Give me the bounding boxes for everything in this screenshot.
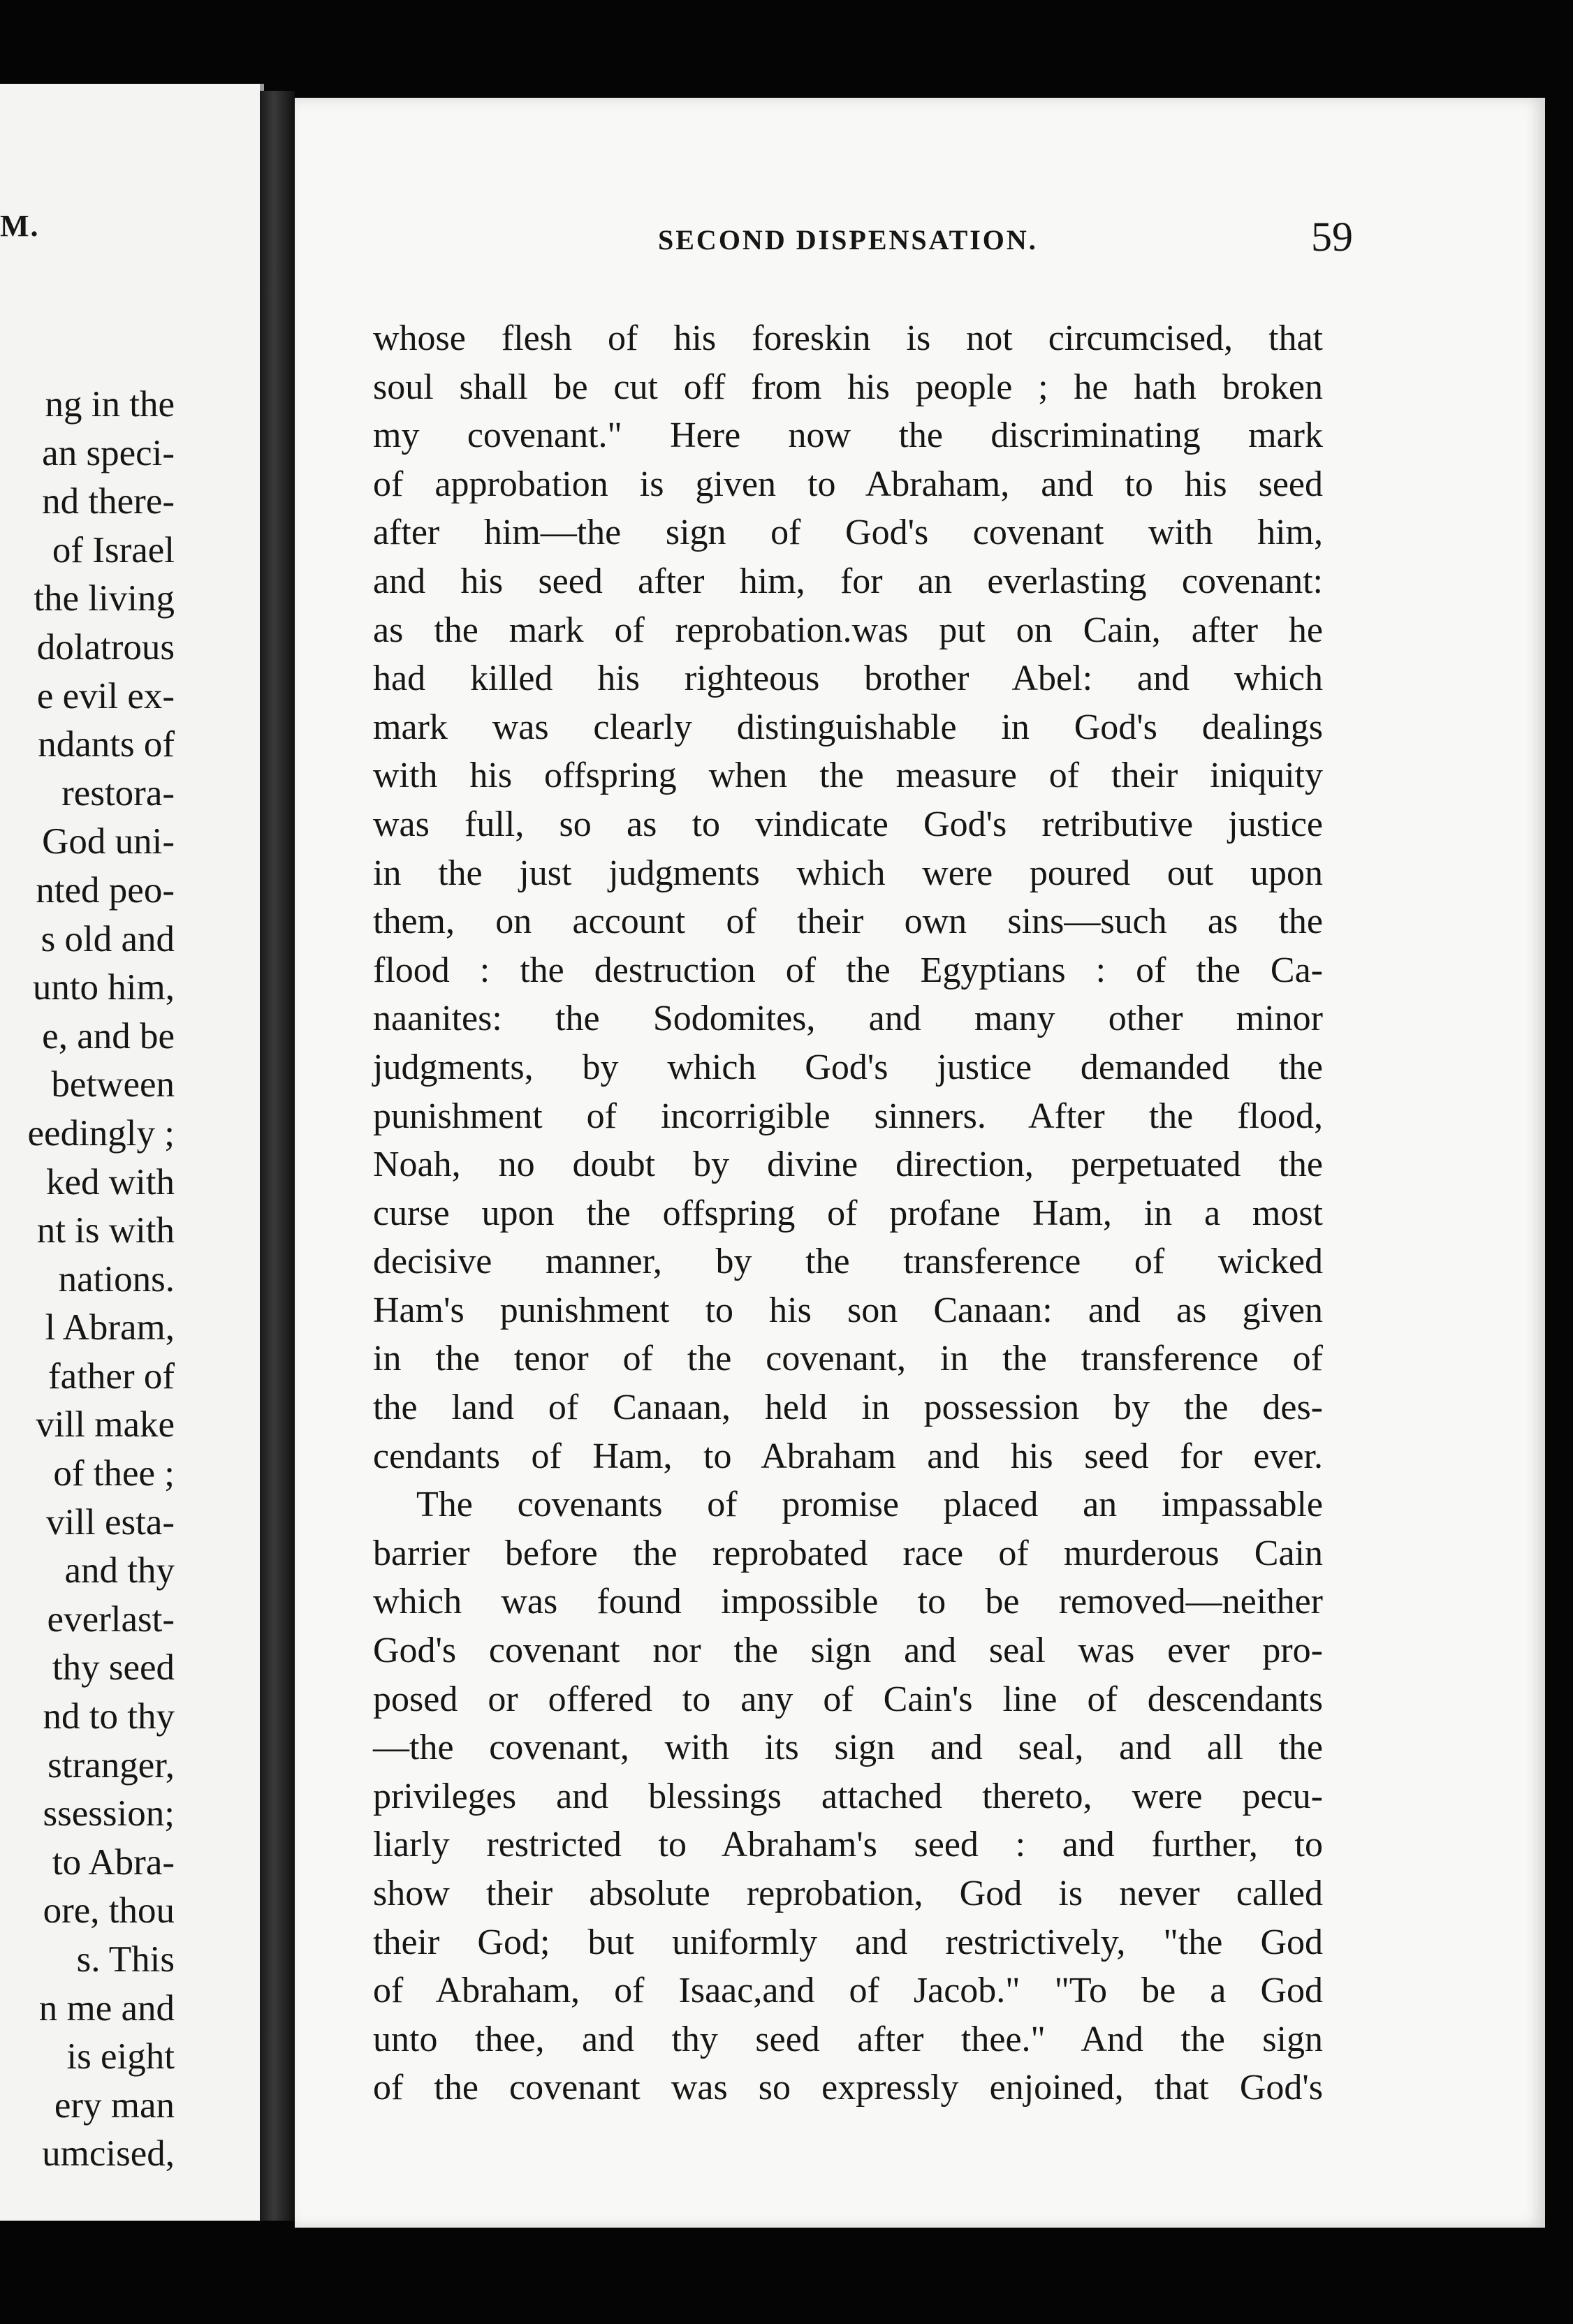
left-text-line: ndants of [38,724,175,765]
text-line: naanites: the Sodomites, and many other minor [373,999,1323,1039]
left-text-line: restora- [61,772,175,814]
page-number: 59 [1311,214,1353,260]
text-line: their God; but uniformly and restrictively, "the God [373,1922,1323,1962]
left-text-line: e evil ex- [36,675,175,716]
left-text-line: nd to thy [43,1696,175,1737]
text-line: was full, so as to vindicate God's retributive justice [373,804,1323,844]
left-text-line: vill esta- [46,1501,175,1543]
text-line: after him—the sign of God's covenant with him, [373,513,1323,553]
text-line: decisive manner, by the transference of wicked [373,1242,1323,1282]
text-line: curse upon the offspring of profane Ham, in a most [373,1193,1323,1233]
left-text-line: n me and [38,1987,175,2029]
left-text-line: of thee ; [53,1453,175,1494]
left-text-line: and thy [64,1550,175,1591]
text-line: The covenants of promise placed an impassable [416,1485,1323,1525]
left-text-line: unto him, [32,967,175,1008]
left-text-line: stranger, [47,1744,175,1786]
left-text-line: nations. [58,1258,175,1300]
left-text-line: s old and [41,918,175,959]
book-gutter [260,91,295,2221]
left-text-line: eedingly ; [27,1112,175,1154]
left-text-line: ore, thou [43,1890,175,1932]
text-line: with his offspring when the measure of their iniquity [373,756,1323,796]
left-text-line: ng in the [45,384,175,425]
text-line: which was found impossible to be removed—neither [373,1582,1323,1622]
text-line: and his seed after him, for an everlasting covenant: [373,561,1323,601]
text-line: cendants of Ham, to Abraham and his seed for ever. [373,1436,1323,1476]
left-text-line: everlast- [47,1598,175,1640]
text-line: in the just judgments which were poured out upon [373,853,1323,893]
text-line: whose flesh of his foreskin is not circumcised, that [373,318,1323,358]
left-text-line: thy seed [52,1647,175,1689]
left-text-line: is eight [66,2036,175,2077]
left-page-fragment [0,84,264,2221]
left-text-line: ery man [54,2084,175,2126]
right-page [295,98,1545,2228]
text-line: soul shall be cut off from his people ; he hath broken [373,367,1323,407]
left-text-line: l Abram, [45,1307,175,1348]
text-line: liarly restricted to Abraham's seed : and further, to [373,1825,1323,1865]
left-text-line: ked with [46,1161,175,1203]
left-text-line: an speci- [42,432,175,473]
left-text-line: nted peo- [36,869,175,911]
text-line: —the covenant, with its sign and seal, and all the [373,1728,1323,1768]
text-line: mark was clearly distinguishable in God's dealings [373,707,1323,747]
text-line: Ham's punishment to his son Canaan: and as given [373,1290,1323,1330]
text-line: as the mark of reprobation.was put on Cain, after he [373,610,1323,650]
text-line: the land of Canaan, held in possession by the des- [373,1388,1323,1428]
text-line: them, on account of their own sins—such as the [373,902,1323,942]
left-text-line: the living [34,578,175,619]
left-text-line: dolatrous [36,626,175,668]
text-line: unto thee, and thy seed after thee." And the sign [373,2019,1323,2059]
left-text-line: ssession; [43,1793,175,1834]
body-text [373,314,1323,2112]
text-line: punishment of incorrigible sinners. After the flood, [373,1096,1323,1136]
running-head: SECOND DISPENSATION. [658,224,1038,256]
text-line: in the tenor of the covenant, in the transference of [373,1339,1323,1379]
text-line: God's covenant nor the sign and seal was ever pro- [373,1631,1323,1671]
text-line: flood : the destruction of the Egyptians : of the Ca- [373,950,1323,990]
left-text-line: of Israel [52,529,175,571]
text-line: of the covenant was so expressly enjoined, that God's [373,2068,1323,2108]
text-line: of Abraham, of Isaac,and of Jacob." "To be a God [373,1971,1323,2011]
text-line: had killed his righteous brother Abel: and which [373,659,1323,699]
left-page-text [0,381,175,2179]
left-text-line: umcised, [42,2133,175,2175]
text-line: my covenant." Here now the discriminating mark [373,415,1323,456]
text-line: judgments, by which God's justice demanded the [373,1047,1323,1087]
left-text-line: to Abra- [52,1841,175,1883]
left-text-line: God uni- [42,821,175,862]
left-running-head: M. [0,209,40,243]
text-line: Noah, no doubt by divine direction, perpetuated the [373,1145,1323,1185]
left-text-line: nt is with [36,1210,175,1251]
left-text-line: s. This [76,1939,175,1980]
text-line: show their absolute reprobation, God is never called [373,1874,1323,1913]
text-line: posed or offered to any of Cain's line of descendants [373,1679,1323,1719]
left-text-line: father of [48,1355,175,1397]
left-text-line: nd there- [42,481,175,522]
text-line: of approbation is given to Abraham, and to his seed [373,464,1323,504]
left-text-line: vill make [36,1404,175,1446]
left-text-line: between [51,1064,175,1105]
text-line: barrier before the reprobated race of murderous Cain [373,1533,1323,1573]
text-line: privileges and blessings attached thereto, were pecu- [373,1776,1323,1816]
left-text-line: e, and be [42,1015,175,1057]
